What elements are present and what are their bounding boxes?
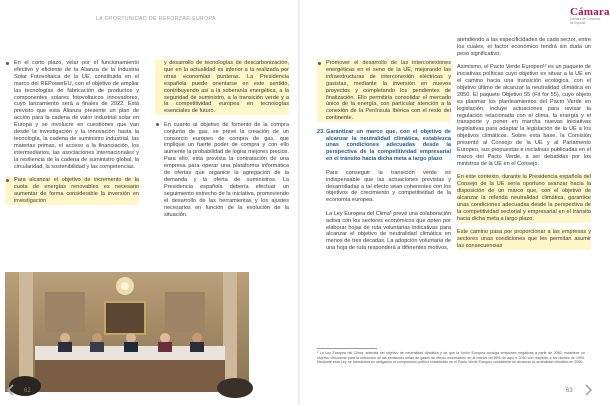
bullet-text: Promover el desarrollo de las interconexiones energéticas en el seno de la UE, mejorando las infraestructuras de interconexión eléctricas y gasistas, mediante la inversión en nuevos proyectos y completando los pendientes de finalización. Ello permitiría consolidar el mercado único de la energía, con particular atención a la conexión de la Península Ibérica con el resto del continente. (326, 60, 451, 122)
right-column-1 (317, 60, 451, 252)
bullet-text: En el corto plazo, velar por el funcionamiento efectivo y eficiente de la Alianza de la Industria Solar Fotovoltaica de la UE, constituida en el marco del REPowerEU, con el objetivo de ampliar las tecnologías de fabricación de productos y componentes solares fotovoltaicos innovadores, cuyo lanzamiento será a finales de 2022. Está previsto que esta Alianza presente un plan de acción para la cadena de valor industrial solar en Europa y se involucre en cuestiones que van desde la investigación y la innovación hasta la tecnología, la cadena de suministro industrial, las materias primas, el acceso a la financiación, los intermediarios, las asociaciones internacionales y la resiliencia de la cadena de suministro global, la circularidad, la sostenibilidad y las competencias. (14, 60, 139, 170)
paragraph-highlighted (457, 229, 591, 250)
bullet-dot-icon (6, 179, 9, 182)
paragraph-text: Para conseguir la transición verde es indispensable que las actuaciones previstas y desarrolladas a tal efecto sean coherentes con los objetivos de crecimiento y competitividad de la economía europea. (326, 169, 451, 204)
next-page-arrow-icon[interactable] (581, 383, 595, 397)
paragraph-text: y desarrollo de tecnologías de descarbonización, que en la actualidad es inferior a la realizada por otras economías punteras. La Presidencia española puede orientarse en este sentido, contribuyendo así a la soberanía energética, a la seguridad de suministro, a la transición verde y a la competitividad europea en tecnologías esenciales de futuro. (164, 60, 289, 115)
right-page (300, 0, 610, 405)
camara-logo (570, 6, 610, 28)
bullet-text: Para alcanzar el objetivo de incremento de la cuota de energías renovables es necesario aumentar de forma considerable la inversión en investigación (14, 177, 139, 204)
paragraph-text: En este contexto, durante la Presidencia española del Consejo de la UE sería oportuno avanzar hacia la disposición de un marco que, con el objetivo de alcanzar la referida neutralidad climática, garantice unas condiciones adecuadas desde la perspectiva de la competitividad sectorial y empresarial en el tránsito hacia dicha meta a largo plazo. (457, 174, 591, 222)
footnote-rule (317, 348, 377, 349)
bullet-dot-icon (156, 123, 159, 126)
heading-text: Garantizar un marco que, con el objetivo de alcanzar la neutralidad climática, establezca unas condiciones adecuadas desde la perspectiva de la competitividad empresarial en el tránsito hacia dicha meta a largo plazo (326, 128, 451, 163)
bullet-item-highlighted (317, 60, 451, 122)
logo-name: Cámara (570, 6, 610, 18)
conference-photo (5, 272, 249, 392)
left-column-1 (5, 60, 139, 205)
bullet-item (5, 60, 139, 171)
continued-paragraph (155, 60, 289, 115)
paragraph-highlighted (457, 174, 591, 222)
left-page (0, 0, 300, 405)
paragraph-text: Este camino pasa por proporcionar a las empresas y sectores unas condiciones que les permitan asumir las consecuencias (457, 229, 591, 249)
bullet-item-highlighted (5, 177, 139, 205)
heading-number: 23. (317, 128, 325, 135)
footnote: ¹ La Ley Europea del Clima, además del objetivo de neutralidad climática y de que la Unión Europea consiga emisiones negativas a partir de 2050, establece un objetivo vinculante para la reducción de las emisiones netas de gases de efecto invernadero en al menos un 55% de aquí a 2030 con respecto a los niveles de 1990. Mediante esta Ley, se transforma en obligación el compromiso político establecido en el Pacto Verde Europeo consistente en alcanzar la neutralidad climática en 2050. (317, 351, 585, 365)
paragraph (317, 170, 451, 205)
left-column-2 (155, 60, 289, 218)
conference-room-image (5, 272, 249, 392)
bullet-item (155, 122, 289, 219)
page-number-left: 62 (24, 388, 31, 394)
paragraph (457, 37, 591, 58)
paragraph (317, 211, 451, 252)
paragraph-text: Asimismo, el Pacto Verde Europeo¹² es un paquete de iniciativas políticas cuyo objetivo es situar a la UE en el camino hacia una transición ecológica, con el objetivo último de alcanzar la neutralidad climática en 2050. El paquete Objetivo 55 (Fit for 55), cuyo objeto es plasmar los planteamientos del Pacto Verde en legislación, incluye actuaciones para revisar la regulación relacionada con el clima, la energía y el transporte y poner en marcha nuevas iniciativas legislativas para adaptar la legislación de la UE a los objetivos climáticos. Sobre esta base, la Comisión presentó al Consejo de la UE y al Parlamento Europeo, sus propuestas e iniciativas publicadas en el marco del Pacto Verde, a ser debatidas por los ministros de la UE en el Consejo. (457, 64, 591, 167)
paragraph-text: La Ley Europea del Clima¹ prevé una colaboración activa con los sectores económicos que opten por elaborar hojas de ruta voluntarias indicativas para alcanzar el objetivo de neutralidad climática en menos de tres décadas. La adopción voluntaria de una hoja de ruta responderá a diferentes motivos, (326, 210, 451, 252)
bullet-text: En cuanto al objetivo de fomento de la compra conjunta de gas, se prevé la creación de un consorcio europeo de compra de gas, que implique un fuerte poder de compra y con ello aumente la probabilidad de lograr mejores precios. Para ello, está prevista la contratación de una empresa para operar una plataforma informática de ofertas que organice la agregación de la demanda y la oferta de suministros. La Presidencia española debería efectuar un seguimiento estrecho de la iniciativa, promoviendo el desarrollo de las herramientas y los ajustes necesarios en función de la evolución de la situación. (164, 121, 289, 218)
previous-page-arrow-icon[interactable] (4, 383, 18, 397)
bullet-dot-icon (318, 62, 321, 65)
page-number-right: 63 (566, 388, 573, 394)
bullet-dot-icon (6, 62, 9, 65)
logo-subtitle: Cámara de Comercio de España (570, 17, 601, 25)
paragraph-text: atendiendo a las especificidades de cada sector, entre los cuales, el factor económico tendrá sin duda un peso significativo. (457, 37, 591, 57)
right-column-2 (457, 37, 591, 250)
paragraph (457, 64, 591, 168)
section-heading-23 (317, 129, 451, 164)
running-header: LA OPORTUNIDAD DE REFORZAR EUROPA (96, 16, 216, 22)
